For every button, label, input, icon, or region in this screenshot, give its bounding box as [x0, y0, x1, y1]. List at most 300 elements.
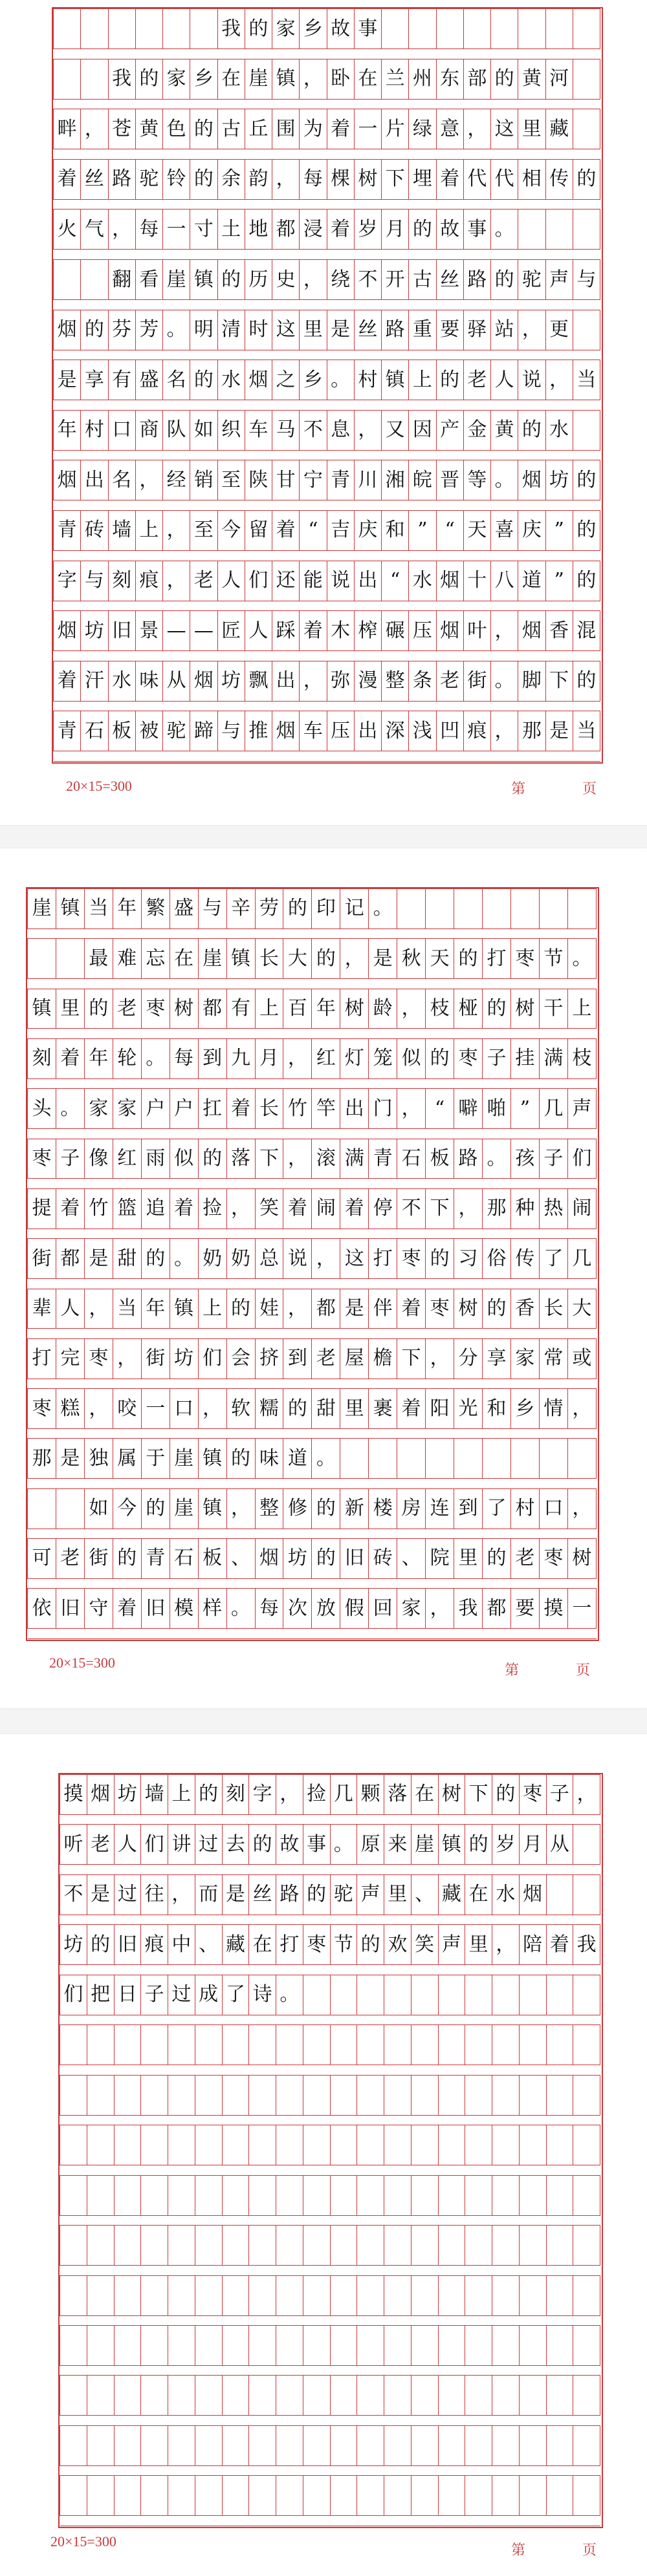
- grid-cell: 片: [382, 109, 409, 149]
- grid-cell: 藏: [222, 1925, 249, 1965]
- grid-cell: 痕: [463, 711, 490, 751]
- grid-cell: 芳: [135, 310, 162, 350]
- row-spacer-cell: [28, 1329, 597, 1338]
- row-spacer-cell: [54, 450, 600, 460]
- grid-cell: 过: [195, 1825, 222, 1865]
- grid-cell: 年: [141, 1289, 170, 1329]
- grid-cell: [411, 2275, 438, 2315]
- grid-cell: [168, 2325, 195, 2365]
- grid-cell: 。: [170, 1239, 198, 1279]
- grid-cell: 几: [330, 1775, 357, 1815]
- grid-cell: 一: [163, 209, 190, 250]
- grid-cell: 车: [300, 711, 327, 751]
- grid-cell: 的: [245, 9, 272, 49]
- grid-cell: 压: [327, 711, 354, 751]
- grid-cell: 有: [226, 989, 255, 1029]
- grid-row: [54, 510, 600, 550]
- grid-cell: 崖: [198, 939, 226, 979]
- row-spacer: [54, 551, 600, 561]
- grid-cell: 水: [217, 360, 245, 400]
- grid-cell: 竹: [283, 1089, 312, 1129]
- grid-cell: 黄: [135, 109, 162, 149]
- grid-cell: 丝: [436, 259, 463, 299]
- grid-cell: 篮: [113, 1188, 141, 1229]
- grid-cell: 是: [87, 1874, 114, 1915]
- grid-cell: [249, 2275, 276, 2315]
- grid-cell: 着: [170, 1188, 198, 1229]
- grid-cell: [303, 2325, 330, 2365]
- grid-cell: ，: [491, 611, 518, 651]
- grid-cell: 长: [539, 1289, 567, 1329]
- grid-cell: 的: [426, 1239, 454, 1279]
- grid-cell: 的: [135, 59, 162, 99]
- grid-cell: ，: [300, 661, 327, 701]
- grid-cell: 诗: [249, 1975, 276, 2015]
- page-label-prefix: 第: [511, 2542, 527, 2559]
- grid-cell: 兰: [382, 59, 409, 99]
- grid-cell: 似: [397, 1038, 426, 1079]
- grid-cell: [60, 2275, 87, 2315]
- grid-cell: [518, 209, 545, 250]
- grid-cell: 故: [436, 209, 463, 250]
- grid-cell: 笼: [369, 1038, 397, 1079]
- grid-cell: 一: [567, 1589, 596, 1629]
- grid-cell: 笑: [411, 1925, 438, 1965]
- grid-cell: 枣: [28, 1139, 56, 1179]
- row-spacer: [28, 1578, 597, 1588]
- grid-cell: 户: [170, 1089, 198, 1129]
- grid-row: [60, 2226, 600, 2266]
- grid-cell: 中: [168, 1925, 195, 1965]
- grid-cell: [357, 1975, 384, 2015]
- grid-cell: 是: [54, 360, 81, 400]
- row-spacer-cell: [54, 199, 600, 209]
- row-spacer-cell: [60, 2015, 600, 2024]
- grid-row: [54, 59, 600, 99]
- grid-cell: 坊: [60, 1925, 87, 1965]
- grid-cell: [411, 2175, 438, 2215]
- grid-row: [60, 2025, 600, 2065]
- grid-cell: ，: [113, 1338, 141, 1379]
- grid-cell: [573, 2275, 600, 2315]
- grid-cell: [303, 2376, 330, 2416]
- writing-grid: [60, 1774, 600, 2526]
- grid-cell: 庆: [518, 510, 545, 550]
- grid-cell: 宁: [300, 460, 327, 500]
- grid-cell: 当: [573, 711, 600, 751]
- grid-cell: [303, 2025, 330, 2065]
- grid-cell: [60, 2425, 87, 2465]
- grid-cell: 的: [283, 889, 312, 929]
- grid-cell: ，: [198, 1389, 226, 1429]
- grid-cell: 卧: [327, 59, 354, 99]
- grid-cell: 墙: [141, 1775, 168, 1815]
- grid-cell: [397, 889, 426, 929]
- grid-cell: 汗: [81, 661, 108, 701]
- grid-cell: [438, 2226, 465, 2266]
- grid-cell: 去: [222, 1825, 249, 1865]
- grid-cell: “: [426, 1089, 454, 1129]
- grid-cell: 家: [510, 1338, 539, 1379]
- row-spacer: [60, 2516, 600, 2526]
- row-spacer-cell: [60, 2215, 600, 2225]
- grid-cell: 户: [141, 1089, 170, 1129]
- grid-cell: 烟: [436, 611, 463, 651]
- grid-cell: 。: [491, 209, 518, 250]
- row-spacer: [54, 400, 600, 411]
- grid-cell: [222, 2425, 249, 2465]
- grid-cell: [492, 2476, 520, 2516]
- page-label-suffix: 页: [582, 781, 598, 797]
- grid-cell: 老: [463, 360, 490, 400]
- grid-cell: 石: [81, 711, 108, 751]
- grid-cell: [60, 2325, 87, 2365]
- grid-cell: 老: [510, 1539, 539, 1579]
- row-spacer-cell: [54, 400, 600, 411]
- grid-cell: 痕: [141, 1925, 168, 1965]
- grid-cell: 能: [300, 561, 327, 601]
- grid-cell: 长: [255, 1089, 283, 1129]
- grid-cell: [519, 2275, 546, 2315]
- grid-cell: 的: [283, 1389, 312, 1429]
- grid-cell: [519, 2425, 546, 2465]
- grid-cell: 条: [409, 661, 436, 701]
- grid-cell: 着: [56, 1038, 84, 1079]
- grid-cell: 更: [545, 310, 573, 350]
- grid-cell: 依: [28, 1589, 56, 1629]
- grid-cell: [546, 2275, 573, 2315]
- grid-cell: [573, 410, 600, 450]
- grid-cell: 的: [198, 1139, 226, 1179]
- grid-cell: 。: [491, 661, 518, 701]
- row-spacer-cell: [54, 49, 600, 59]
- grid-row: [28, 1038, 597, 1079]
- row-spacer: [54, 500, 600, 511]
- grid-cell: ，: [492, 1925, 520, 1965]
- grid-cell: 每: [255, 1589, 283, 1629]
- grid-cell: 岁: [492, 1825, 520, 1865]
- grid-cell: 不: [60, 1874, 87, 1915]
- grid-cell: 到: [283, 1338, 312, 1379]
- grid-cell: 乡: [510, 1389, 539, 1429]
- grid-cell: [87, 2476, 114, 2516]
- grid-cell: 忘: [141, 939, 170, 979]
- grid-cell: [454, 889, 483, 929]
- grid-cell: 盛: [170, 889, 198, 929]
- row-spacer: [28, 1029, 597, 1038]
- grid-cell: 子: [546, 1775, 573, 1815]
- grid-cell: 子: [483, 1038, 511, 1079]
- grid-cell: 路: [382, 310, 409, 350]
- grid-cell: [411, 2075, 438, 2115]
- grid-cell: 出: [272, 661, 300, 701]
- grid-cell: [54, 59, 81, 99]
- grid-cell: 最: [84, 939, 113, 979]
- grid-cell: 竹: [84, 1188, 113, 1229]
- grid-cell: 丘: [245, 109, 272, 149]
- grid-cell: 崖: [28, 889, 56, 929]
- grid-cell: [573, 2425, 600, 2465]
- grid-cell: 传: [510, 1239, 539, 1279]
- grid-cell: 树: [567, 1539, 596, 1579]
- grid-cell: [546, 2476, 573, 2516]
- grid-cell: 藏: [545, 109, 573, 149]
- grid-cell: 停: [369, 1188, 397, 1229]
- grid-cell: 是: [327, 310, 354, 350]
- grid-cell: 街: [141, 1338, 170, 1379]
- grid-cell: 上: [168, 1775, 195, 1815]
- grid-cell: 挂: [510, 1038, 539, 1079]
- grid-cell: [114, 2275, 141, 2315]
- grid-cell: 龄: [369, 989, 397, 1029]
- grid-cell: ，: [163, 510, 190, 550]
- row-spacer: [60, 2115, 600, 2125]
- grid-cell: 过: [168, 1975, 195, 2015]
- grid-cell: 刻: [28, 1038, 56, 1079]
- grid-cell: 的: [518, 410, 545, 450]
- grid-row: [28, 1089, 597, 1129]
- grid-cell: 的: [190, 109, 217, 149]
- row-spacer: [28, 1129, 597, 1139]
- grid-cell: 芬: [108, 310, 135, 350]
- grid-cell: 我: [108, 59, 135, 99]
- grid-cell: 混: [573, 611, 600, 651]
- grid-cell: 的: [426, 1038, 454, 1079]
- grid-cell: 欢: [384, 1925, 411, 1965]
- grid-cell: 八: [491, 561, 518, 601]
- row-spacer-cell: [28, 1029, 597, 1038]
- grid-cell: [141, 2425, 168, 2465]
- grid-cell: [168, 2425, 195, 2465]
- grid-row: [54, 711, 600, 751]
- grid-cell: [87, 2376, 114, 2416]
- grid-cell: [87, 2125, 114, 2165]
- page-number-label: [511, 778, 598, 798]
- grid-cell: [384, 2425, 411, 2465]
- grid-cell: [141, 2175, 168, 2215]
- grid-cell: [249, 2325, 276, 2365]
- grid-cell: 打: [369, 1239, 397, 1279]
- grid-cell: 街: [463, 661, 490, 701]
- row-spacer: [60, 2465, 600, 2475]
- grid-cell: [168, 2075, 195, 2115]
- grid-cell: [465, 2125, 492, 2165]
- grid-cell: 着: [327, 209, 354, 250]
- grid-cell: [567, 889, 596, 929]
- grid-cell: 。: [327, 360, 354, 400]
- grid-cell: [276, 2376, 303, 2416]
- grid-cell: 软: [226, 1389, 255, 1429]
- grid-cell: 镇: [56, 889, 84, 929]
- grid-cell: 枝: [567, 1038, 596, 1079]
- grid-cell: 从: [546, 1825, 573, 1865]
- grid-cell: 镇: [382, 360, 409, 400]
- grid-cell: [426, 889, 454, 929]
- grid-cell: 下: [465, 1775, 492, 1815]
- grid-cell: 讲: [168, 1825, 195, 1865]
- grid-cell: [573, 2325, 600, 2365]
- composition-sheet-1: [0, 0, 647, 825]
- grid-cell: 颗: [357, 1775, 384, 1815]
- grid-cell: 记: [340, 889, 369, 929]
- page-label-suffix: 页: [582, 2542, 598, 2559]
- grid-cell: ，: [397, 1089, 426, 1129]
- grid-cell: 院: [426, 1539, 454, 1579]
- grid-cell: [276, 2425, 303, 2465]
- grid-cell: 过: [114, 1874, 141, 1915]
- grid-cell: 陪: [519, 1925, 546, 1965]
- grid-cell: 桠: [454, 989, 483, 1029]
- grid-cell: 、: [226, 1539, 255, 1579]
- grid-cell: 着: [113, 1589, 141, 1629]
- grid-cell: 路: [454, 1139, 483, 1179]
- grid-cell: 提: [28, 1188, 56, 1229]
- grid-cell: 放: [312, 1589, 340, 1629]
- grid-cell: ”: [545, 561, 573, 601]
- grid-cell: [384, 1975, 411, 2015]
- grid-cell: 阳: [426, 1389, 454, 1429]
- row-spacer-cell: [54, 300, 600, 310]
- grid-cell: 在: [465, 1874, 492, 1915]
- grid-cell: 的: [483, 1289, 511, 1329]
- row-spacer-cell: [28, 1428, 597, 1438]
- grid-cell: [87, 2425, 114, 2465]
- grid-cell: 辛: [226, 889, 255, 929]
- grid-cell: [573, 2125, 600, 2165]
- grid-cell: 乡: [300, 360, 327, 400]
- grid-cell: ，: [567, 1389, 596, 1429]
- grid-cell: 里: [518, 109, 545, 149]
- grid-cell: 碾: [382, 611, 409, 651]
- grid-cell: 镇: [198, 1439, 226, 1479]
- row-spacer-cell: [60, 1965, 600, 1975]
- grid-cell: 水: [492, 1874, 520, 1915]
- grid-cell: 楼: [369, 1488, 397, 1529]
- grid-cell: 模: [170, 1589, 198, 1629]
- grid-cell: 晋: [436, 460, 463, 500]
- grid-cell: 种: [510, 1188, 539, 1229]
- grid-cell: [87, 2226, 114, 2266]
- grid-cell: ，: [135, 460, 162, 500]
- grid-cell: 驿: [463, 310, 490, 350]
- grid-cell: 被: [135, 711, 162, 751]
- grid-cell: [303, 2075, 330, 2115]
- grid-cell: [222, 2226, 249, 2266]
- grid-row: [28, 1289, 597, 1329]
- grid-cell: [384, 2125, 411, 2165]
- grid-row: [60, 2376, 600, 2416]
- grid-cell: [519, 1975, 546, 2015]
- grid-cell: 烟: [436, 561, 463, 601]
- grid-row: [54, 209, 600, 250]
- grid-cell: [340, 1439, 369, 1479]
- grid-cell: 百: [283, 989, 312, 1029]
- grid-cell: 的: [84, 989, 113, 1029]
- grid-row: [60, 2175, 600, 2215]
- grid-cell: [573, 9, 600, 49]
- grid-cell: 的: [87, 1925, 114, 1965]
- grid-row: [54, 109, 600, 149]
- grid-cell: [249, 2175, 276, 2215]
- grid-cell: 乡: [190, 59, 217, 99]
- grid-cell: 队: [163, 410, 190, 450]
- grid-cell: 乡: [300, 9, 327, 49]
- grid-cell: 噼: [454, 1089, 483, 1129]
- grid-cell: 事: [354, 9, 381, 49]
- grid-cell: [438, 2275, 465, 2315]
- grid-cell: [195, 2275, 222, 2315]
- grid-cell: 捡: [198, 1188, 226, 1229]
- grid-cell: 。: [163, 310, 190, 350]
- grid-cell: ，: [312, 1239, 340, 1279]
- grid-cell: 们: [141, 1825, 168, 1865]
- grid-cell: 丝: [249, 1874, 276, 1915]
- grid-cell: [195, 2075, 222, 2115]
- grid-cell: 那: [518, 711, 545, 751]
- grid-cell: [54, 259, 81, 299]
- grid-cell: [357, 2075, 384, 2115]
- grid-cell: [492, 2075, 520, 2115]
- grid-cell: [483, 889, 511, 929]
- grid-cell: 到: [454, 1488, 483, 1529]
- grid-cell: 老: [436, 661, 463, 701]
- grid-cell: 的: [312, 939, 340, 979]
- grid-cell: 重: [409, 310, 436, 350]
- grid-cell: [454, 1439, 483, 1479]
- page-number-label: [505, 1659, 591, 1679]
- grid-cell: 辈: [28, 1289, 56, 1329]
- row-spacer: [28, 1479, 597, 1488]
- row-spacer-cell: [60, 2465, 600, 2475]
- grid-cell: [28, 939, 56, 979]
- grid-cell: 老: [113, 989, 141, 1029]
- grid-cell: [141, 2476, 168, 2516]
- grid-cell: 繁: [141, 889, 170, 929]
- grid-cell: 都: [483, 1589, 511, 1629]
- grid-cell: 苍: [108, 109, 135, 149]
- grid-cell: 黄: [518, 59, 545, 99]
- grid-cell: 家: [163, 59, 190, 99]
- grid-cell: 可: [28, 1539, 56, 1579]
- grid-cell: 们: [245, 561, 272, 601]
- grid-cell: 砖: [369, 1539, 397, 1579]
- grid-cell: [465, 2376, 492, 2416]
- grid-cell: [195, 2175, 222, 2215]
- grid-cell: [465, 2325, 492, 2365]
- grid-cell: 脚: [518, 661, 545, 701]
- grid-cell: 路: [108, 159, 135, 199]
- grid-cell: [546, 2175, 573, 2215]
- grid-cell: 在: [217, 59, 245, 99]
- grid-cell: 的: [190, 159, 217, 199]
- grid-cell: 出: [81, 460, 108, 500]
- grid-cell: 历: [245, 259, 272, 299]
- row-spacer: [60, 2365, 600, 2375]
- grid-cell: [357, 2175, 384, 2215]
- grid-cell: 枣: [519, 1775, 546, 1815]
- grid-cell: [276, 2275, 303, 2315]
- grid-cell: 闹: [567, 1188, 596, 1229]
- grid-cell: 奶: [226, 1239, 255, 1279]
- grid-cell: 着: [397, 1289, 426, 1329]
- grid-cell: 烟: [272, 711, 300, 751]
- row-spacer: [28, 1379, 597, 1388]
- grid-cell: 烟: [519, 1874, 546, 1915]
- grid-cell: [330, 1975, 357, 2015]
- grid-cell: 烟: [54, 460, 81, 500]
- grid-cell: 树: [170, 989, 198, 1029]
- grid-cell: [60, 2376, 87, 2416]
